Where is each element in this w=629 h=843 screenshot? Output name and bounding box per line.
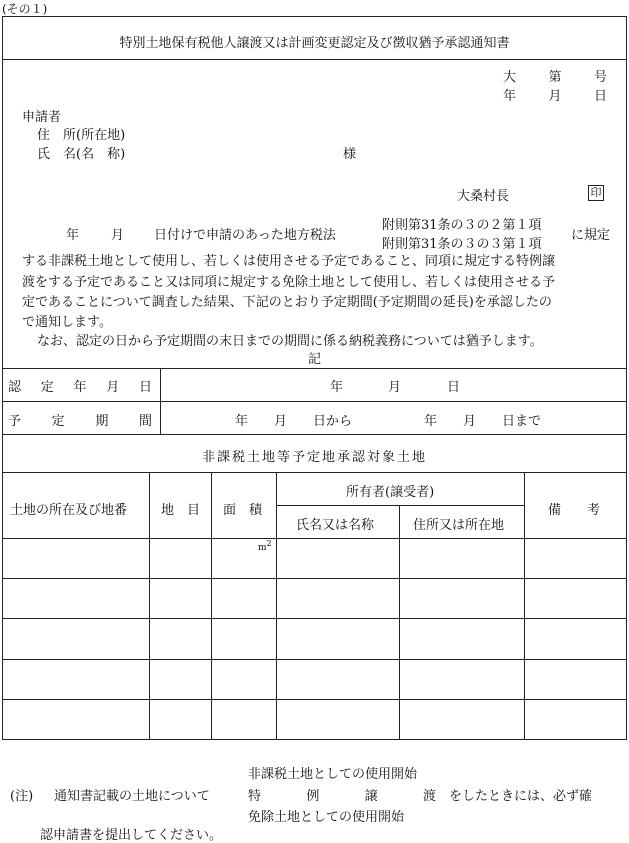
label-char: 定 — [51, 414, 65, 429]
label-char: 定 — [40, 380, 54, 395]
label-char: 期 — [95, 414, 109, 429]
approval-year: 年 — [330, 380, 344, 395]
document-date — [503, 85, 607, 104]
note-char: 渡 — [422, 789, 436, 804]
label-char: 年 — [73, 380, 87, 395]
note-option-special-transfer — [248, 785, 436, 804]
note-char: 譲 — [364, 789, 378, 804]
period-from: 年 月 日から — [235, 414, 353, 429]
label-char: 間 — [138, 414, 152, 429]
header-owner-name: 氏名又は名称 — [296, 518, 375, 533]
period-to: 年 月 日まで — [424, 414, 542, 429]
area-unit — [258, 539, 272, 553]
document-title: 特別土地保有税他人譲渡又は計画変更認定及び徴収猶予承認通知書 — [119, 36, 510, 51]
header-owner-address: 住所又は所在地 — [413, 518, 505, 533]
issuer-name: 大桑村長 — [457, 189, 510, 204]
date-year: 年 — [503, 89, 517, 104]
approval-day: 日 — [447, 380, 461, 395]
note-mark: (注) — [10, 789, 34, 804]
area-unit-exponent: 2 — [266, 539, 272, 548]
body-clause-b: 附則第31条の３の３第１項 — [382, 237, 542, 252]
applicant-honorific: 様 — [343, 147, 357, 162]
body-intro: 日付けで申請のあった地方税法 — [154, 228, 336, 243]
number-go: 号 — [593, 70, 607, 85]
divider — [2, 401, 627, 402]
divider — [2, 472, 627, 473]
body-line: 定であることについて調査した結果、下記のとおり予定期間(予定期間の延長)を承認したの — [22, 295, 552, 310]
row-divider — [2, 578, 627, 579]
label-char: 月 — [106, 380, 120, 395]
date-month: 月 — [548, 89, 562, 104]
number-dai: 第 — [548, 70, 562, 85]
column-divider — [399, 505, 400, 740]
body-year: 年 — [66, 228, 80, 243]
ki-heading: 記 — [308, 352, 322, 367]
note-char: 特 — [248, 789, 262, 804]
body-clause-a: 附則第31条の３の２第１項 — [382, 218, 542, 233]
note-suffix: をしたときには、必ず確 — [449, 789, 593, 804]
body-line: で通知します。 — [22, 315, 112, 330]
header-area: 面 積 — [223, 503, 263, 518]
applicant-address-label: 住 所(所在地) — [37, 128, 126, 143]
approval-month: 月 — [388, 380, 402, 395]
body-provision: に規定 — [571, 228, 611, 243]
row-divider — [2, 538, 627, 539]
row-divider — [2, 659, 627, 660]
note-text: 通知書記載の土地について — [54, 789, 210, 804]
table-title: 非課税土地等予定地承認対象土地 — [201, 450, 427, 465]
number-prefix: 大 — [503, 70, 517, 85]
seal-mark: 印 — [588, 185, 604, 201]
body-line: なお、認定の日から予定期間の末日までの期間に係る納税義務については猶予します。 — [37, 334, 543, 349]
applicant-heading: 申請者 — [22, 110, 62, 125]
header-location: 土地の所在及び地番 — [10, 503, 128, 518]
body-line: 渡をする予定であること又は同項に規定する免除土地として使用し、若しくは使用させる予 — [22, 275, 556, 290]
form-label: (その１) — [2, 2, 48, 16]
period-label — [8, 410, 152, 429]
row-divider — [2, 699, 627, 700]
date-day: 日 — [593, 89, 607, 104]
header-category: 地 目 — [161, 503, 201, 518]
divider — [276, 505, 524, 506]
label-char: 認 — [8, 380, 22, 395]
header-remarks: 備 考 — [548, 503, 601, 518]
row-divider — [2, 618, 627, 619]
applicant-name-label: 氏 名(名 称) — [37, 147, 126, 162]
divider — [2, 368, 627, 369]
approval-date-label — [8, 376, 152, 395]
label-char: 日 — [138, 380, 152, 395]
note-line2: 認申請書を提出してください。 — [40, 828, 223, 843]
label-char: 予 — [8, 414, 22, 429]
note-char: 例 — [306, 789, 320, 804]
note-option-use-start: 非課税土地としての使用開始 — [248, 767, 418, 782]
divider — [2, 434, 627, 435]
body-line: する非課税土地として使用し、若しくは使用させる予定であること、同項に規定する特例譲 — [22, 254, 556, 269]
header-owner: 所有者(譲受者) — [346, 485, 435, 500]
note-option-exempt-use: 免除土地としての使用開始 — [248, 810, 405, 825]
divider — [2, 59, 627, 60]
body-month: 月 — [111, 228, 125, 243]
area-unit-label: m — [258, 543, 267, 553]
document-number — [503, 66, 607, 85]
